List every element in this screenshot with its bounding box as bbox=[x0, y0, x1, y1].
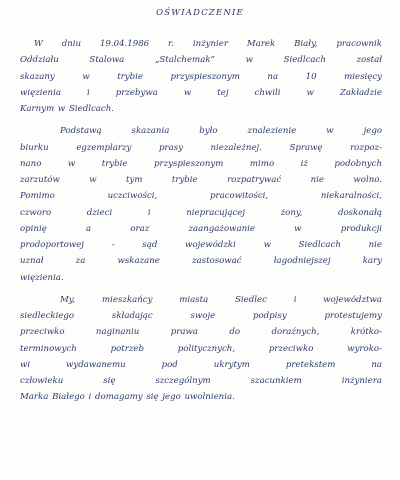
paragraph-3-line-1: My, mieszkańcy miasta Siedlec i województwa bbox=[60, 294, 382, 305]
paragraph-2-line-2: biurku egzemplarzy prasy niezależnej. Sprawę rozpoz- bbox=[20, 142, 382, 153]
paragraph-1-line-5: Karnym w Siedlcach. bbox=[20, 104, 114, 114]
paragraph-2-line-5: Pomimo uczciwości, pracowitości, niekaralności, bbox=[20, 191, 382, 202]
paragraph-1-line-4: więzienia i przebywa w tej chwili w Zakładzie bbox=[20, 87, 382, 98]
paragraph-3-line-4: terminowych potrzeb politycznych, przeciwko wyroko- bbox=[20, 343, 382, 354]
paragraph-2-line-6: czworo dzieci i niepracującej żony, doskonałą bbox=[20, 207, 382, 218]
paragraph-1-line-3: skazany w trybie przyspieszonym na 10 miesięcy bbox=[20, 71, 382, 82]
paragraph-1-line-2: Oddziału Stalowa „Stalchemak” w Siedlcach został bbox=[20, 55, 382, 66]
paragraph-3-line-2: siedleckiego składając swoje podpisy protestujemy bbox=[20, 311, 382, 321]
paragraph-3-line-3: przeciwko naginaniu prawa do doraźnych, krótko- bbox=[20, 327, 382, 338]
paragraph-1-line-1: W dniu 19.04.1986 r. inżynier Marek Biały, pracownik bbox=[34, 39, 382, 49]
paragraph-2-line-3: nano w trybie przyspieszonym mimo iż podobnych bbox=[20, 158, 382, 169]
paragraph-2-line-7: opinię a oraz zaangażowanie w produkcji bbox=[20, 223, 382, 234]
paragraph-2-line-10: więzienia. bbox=[20, 272, 64, 283]
document-body bbox=[20, 36, 382, 406]
paragraph-2-line-4: zarzutów w tym trybie rozpatrywać nie wolno. bbox=[20, 175, 382, 185]
document-title: OŚWIADCZENIE bbox=[156, 8, 244, 18]
paragraph-2-line-8: prodoportowej - sąd wojewódzki w Siedlcach nie bbox=[20, 240, 382, 250]
paragraph-2-line-9: uznał za wskazane zastosować łagodniejszej kary bbox=[20, 256, 382, 267]
paragraph-3-line-5: wi wydawanemu pod ukrytym pretekstem na bbox=[20, 359, 382, 370]
paragraph-2-line-1: Podstawą skazania było znalezienie w jego bbox=[60, 126, 382, 137]
paragraph-3-line-7: Marka Białego i domagamy się jego uwolnienia. bbox=[20, 392, 235, 403]
paragraph-3-line-6: człowieku się szczególnym szacunkiem inżyniera bbox=[20, 376, 382, 386]
